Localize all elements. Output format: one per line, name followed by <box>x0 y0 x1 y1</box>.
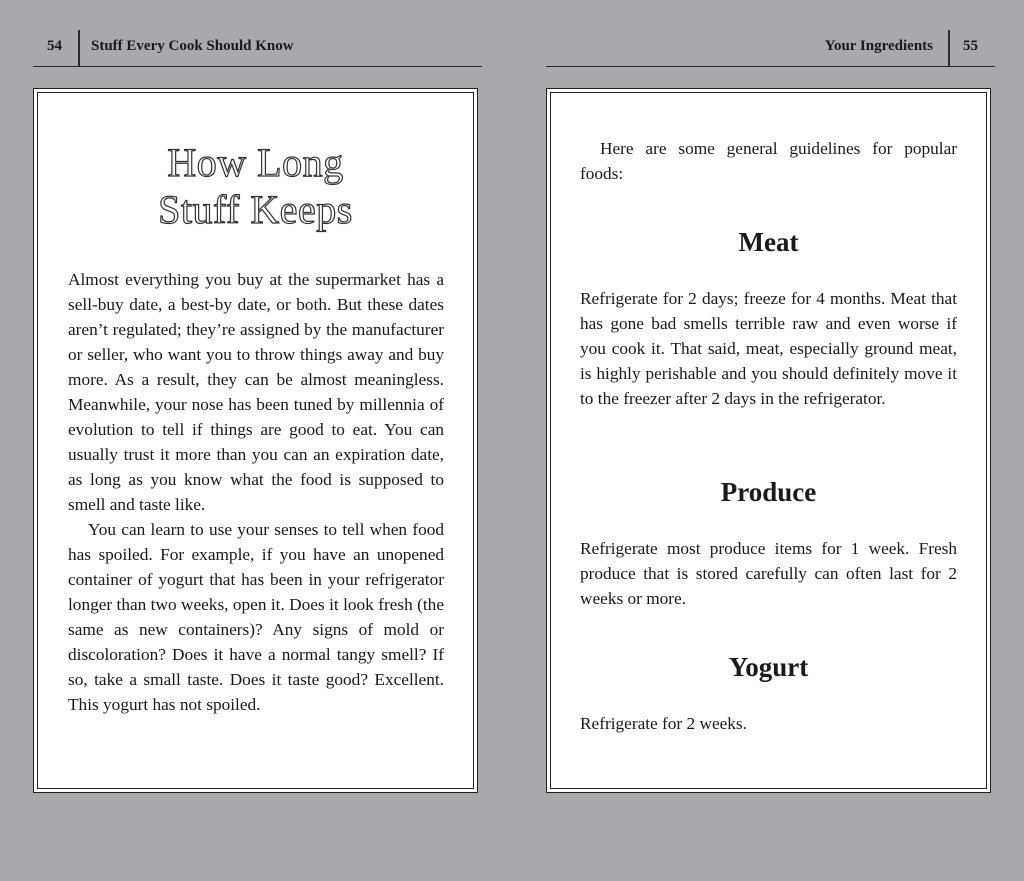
section-text-produce <box>580 536 957 611</box>
left-body-text <box>68 267 444 717</box>
intro-text <box>580 136 957 186</box>
title-line-2: Stuff Keeps <box>158 187 353 232</box>
section-heading-produce: Produce <box>720 477 817 507</box>
paragraph-1: Almost everything you buy at the supermarket has a sell-buy date, a best-by date, or both. But these dates aren’t regulated; they’re assigned by the manufacturer or seller, who want you to throw things away and buy more. As a result, they can be almost meaningless. Meanwhile, your nose has been tuned by millennia of evolution to tell if things are good to eat. You can usually trust it more than you can an expiration date, as long as you know what the food is supposed to smell and taste like. <box>68 270 444 514</box>
left-header-divider <box>78 30 80 66</box>
right-page-panel <box>546 88 991 793</box>
yogurt-paragraph: Refrigerate for 2 weeks. <box>580 714 747 733</box>
section-heading-yogurt: Yogurt <box>728 652 809 682</box>
right-running-head-title: Your Ingredients <box>824 38 933 54</box>
title-line-1: How Long <box>167 140 344 185</box>
page-title <box>34 139 477 233</box>
produce-paragraph: Refrigerate most produce items for 1 week. Fresh produce that is stored carefully can often last for 2 weeks or more. <box>580 539 957 608</box>
left-running-head-title: Stuff Every Cook Should Know <box>91 38 294 54</box>
intro-paragraph: Here are some general guidelines for popular foods: <box>580 139 957 183</box>
right-running-header <box>546 30 995 67</box>
left-page-panel <box>33 88 478 793</box>
left-page-number: 54 <box>47 38 62 54</box>
left-running-header <box>33 30 482 67</box>
section-text-meat <box>580 286 957 411</box>
right-page-number: 55 <box>963 38 978 54</box>
section-text-yogurt <box>580 711 957 736</box>
section-heading-meat: Meat <box>738 227 799 257</box>
meat-paragraph: Refrigerate for 2 days; freeze for 4 months. Meat that has gone bad smells terrible raw and even worse if you cook it. That said, meat, especially ground meat, is highly perishable and you should definitely move it to the freezer after 2 days in the refrigerator. <box>580 289 957 408</box>
paragraph-2: You can learn to use your senses to tell when food has spoiled. For example, if you have an unopened container of yogurt that has been in your refrigerator longer than two weeks, open it. Does it look fresh (the same as new containers)? Any signs of mold or discoloration? Does it have a normal tangy smell? If so, take a small taste. Does it taste good? Excellent. This yogurt has not spoiled. <box>68 520 444 714</box>
right-header-divider <box>948 30 950 66</box>
